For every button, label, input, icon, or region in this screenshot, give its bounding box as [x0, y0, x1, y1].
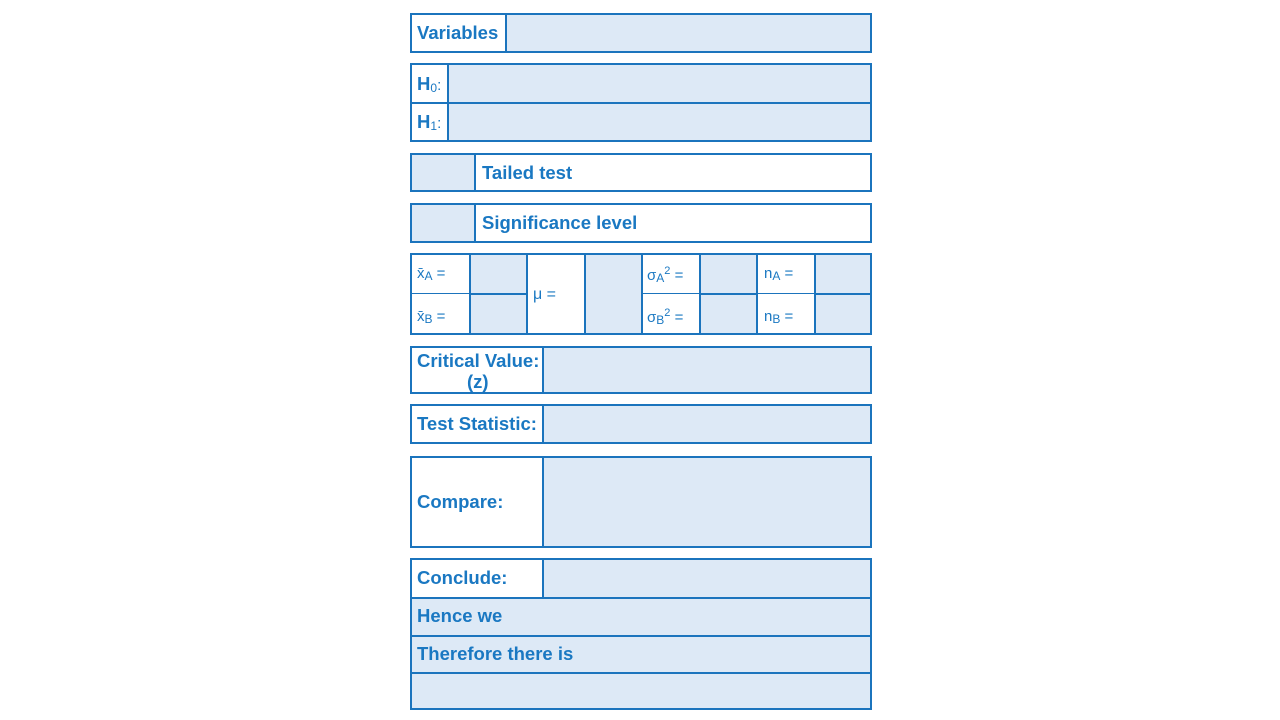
sigma-a-label: $\sigma_A^2$ = [647, 265, 684, 285]
test-statistic-label: Test Statistic: [417, 413, 537, 434]
n-a-label: $n_A$ = [764, 265, 794, 283]
hence-we-label: Hence we [417, 605, 503, 626]
compare-input[interactable] [544, 458, 870, 546]
xbar-b-input[interactable] [471, 295, 526, 333]
compare-label: Compare: [417, 491, 504, 512]
tailed-test-label: Tailed test [482, 162, 573, 183]
mu-label: μ = [533, 286, 557, 303]
xbar-a-input[interactable] [471, 255, 526, 293]
significance-box [410, 203, 872, 243]
xbar-b-label: $x̄_B$ = [417, 308, 446, 326]
h1-input[interactable] [449, 104, 870, 140]
critical-value-box [410, 346, 872, 394]
critical-value-z-label: (z) [467, 371, 489, 392]
compare-box [410, 456, 872, 548]
mu-input[interactable] [586, 255, 641, 333]
hypotheses-box [410, 63, 872, 142]
tailed-test-box [410, 153, 872, 192]
significance-label: Significance level [482, 212, 638, 233]
therefore-label: Therefore there is [417, 643, 574, 664]
test-statistic-box [410, 404, 872, 444]
n-b-label: $n_B$ = [764, 308, 794, 326]
significance-input[interactable] [412, 205, 474, 241]
variables-box [410, 13, 872, 53]
sigma-b-input[interactable] [701, 295, 756, 333]
critical-value-label: Critical Value: [417, 350, 540, 371]
xbar-a-label: $x̄_A$ = [417, 265, 446, 283]
n-b-input[interactable] [816, 295, 870, 333]
h0-input[interactable] [449, 65, 870, 102]
sigma-a-input[interactable] [701, 255, 756, 293]
h1-label: $H_1$: [417, 111, 442, 133]
variables-label: Variables [417, 22, 499, 43]
variables-input[interactable] [507, 15, 870, 51]
test-statistic-input[interactable] [544, 406, 870, 442]
h0-label: $H_0$: [417, 73, 442, 95]
tailed-test-input[interactable] [412, 155, 474, 190]
conclusion-final-input[interactable] [412, 674, 870, 708]
critical-value-input[interactable] [544, 348, 870, 392]
stats-box [410, 253, 872, 335]
conclude-label: Conclude: [417, 567, 508, 588]
n-a-input[interactable] [816, 255, 870, 293]
conclude-box [410, 558, 872, 710]
sigma-b-label: $\sigma_B^2$ = [647, 307, 684, 327]
conclude-input[interactable] [544, 560, 870, 598]
